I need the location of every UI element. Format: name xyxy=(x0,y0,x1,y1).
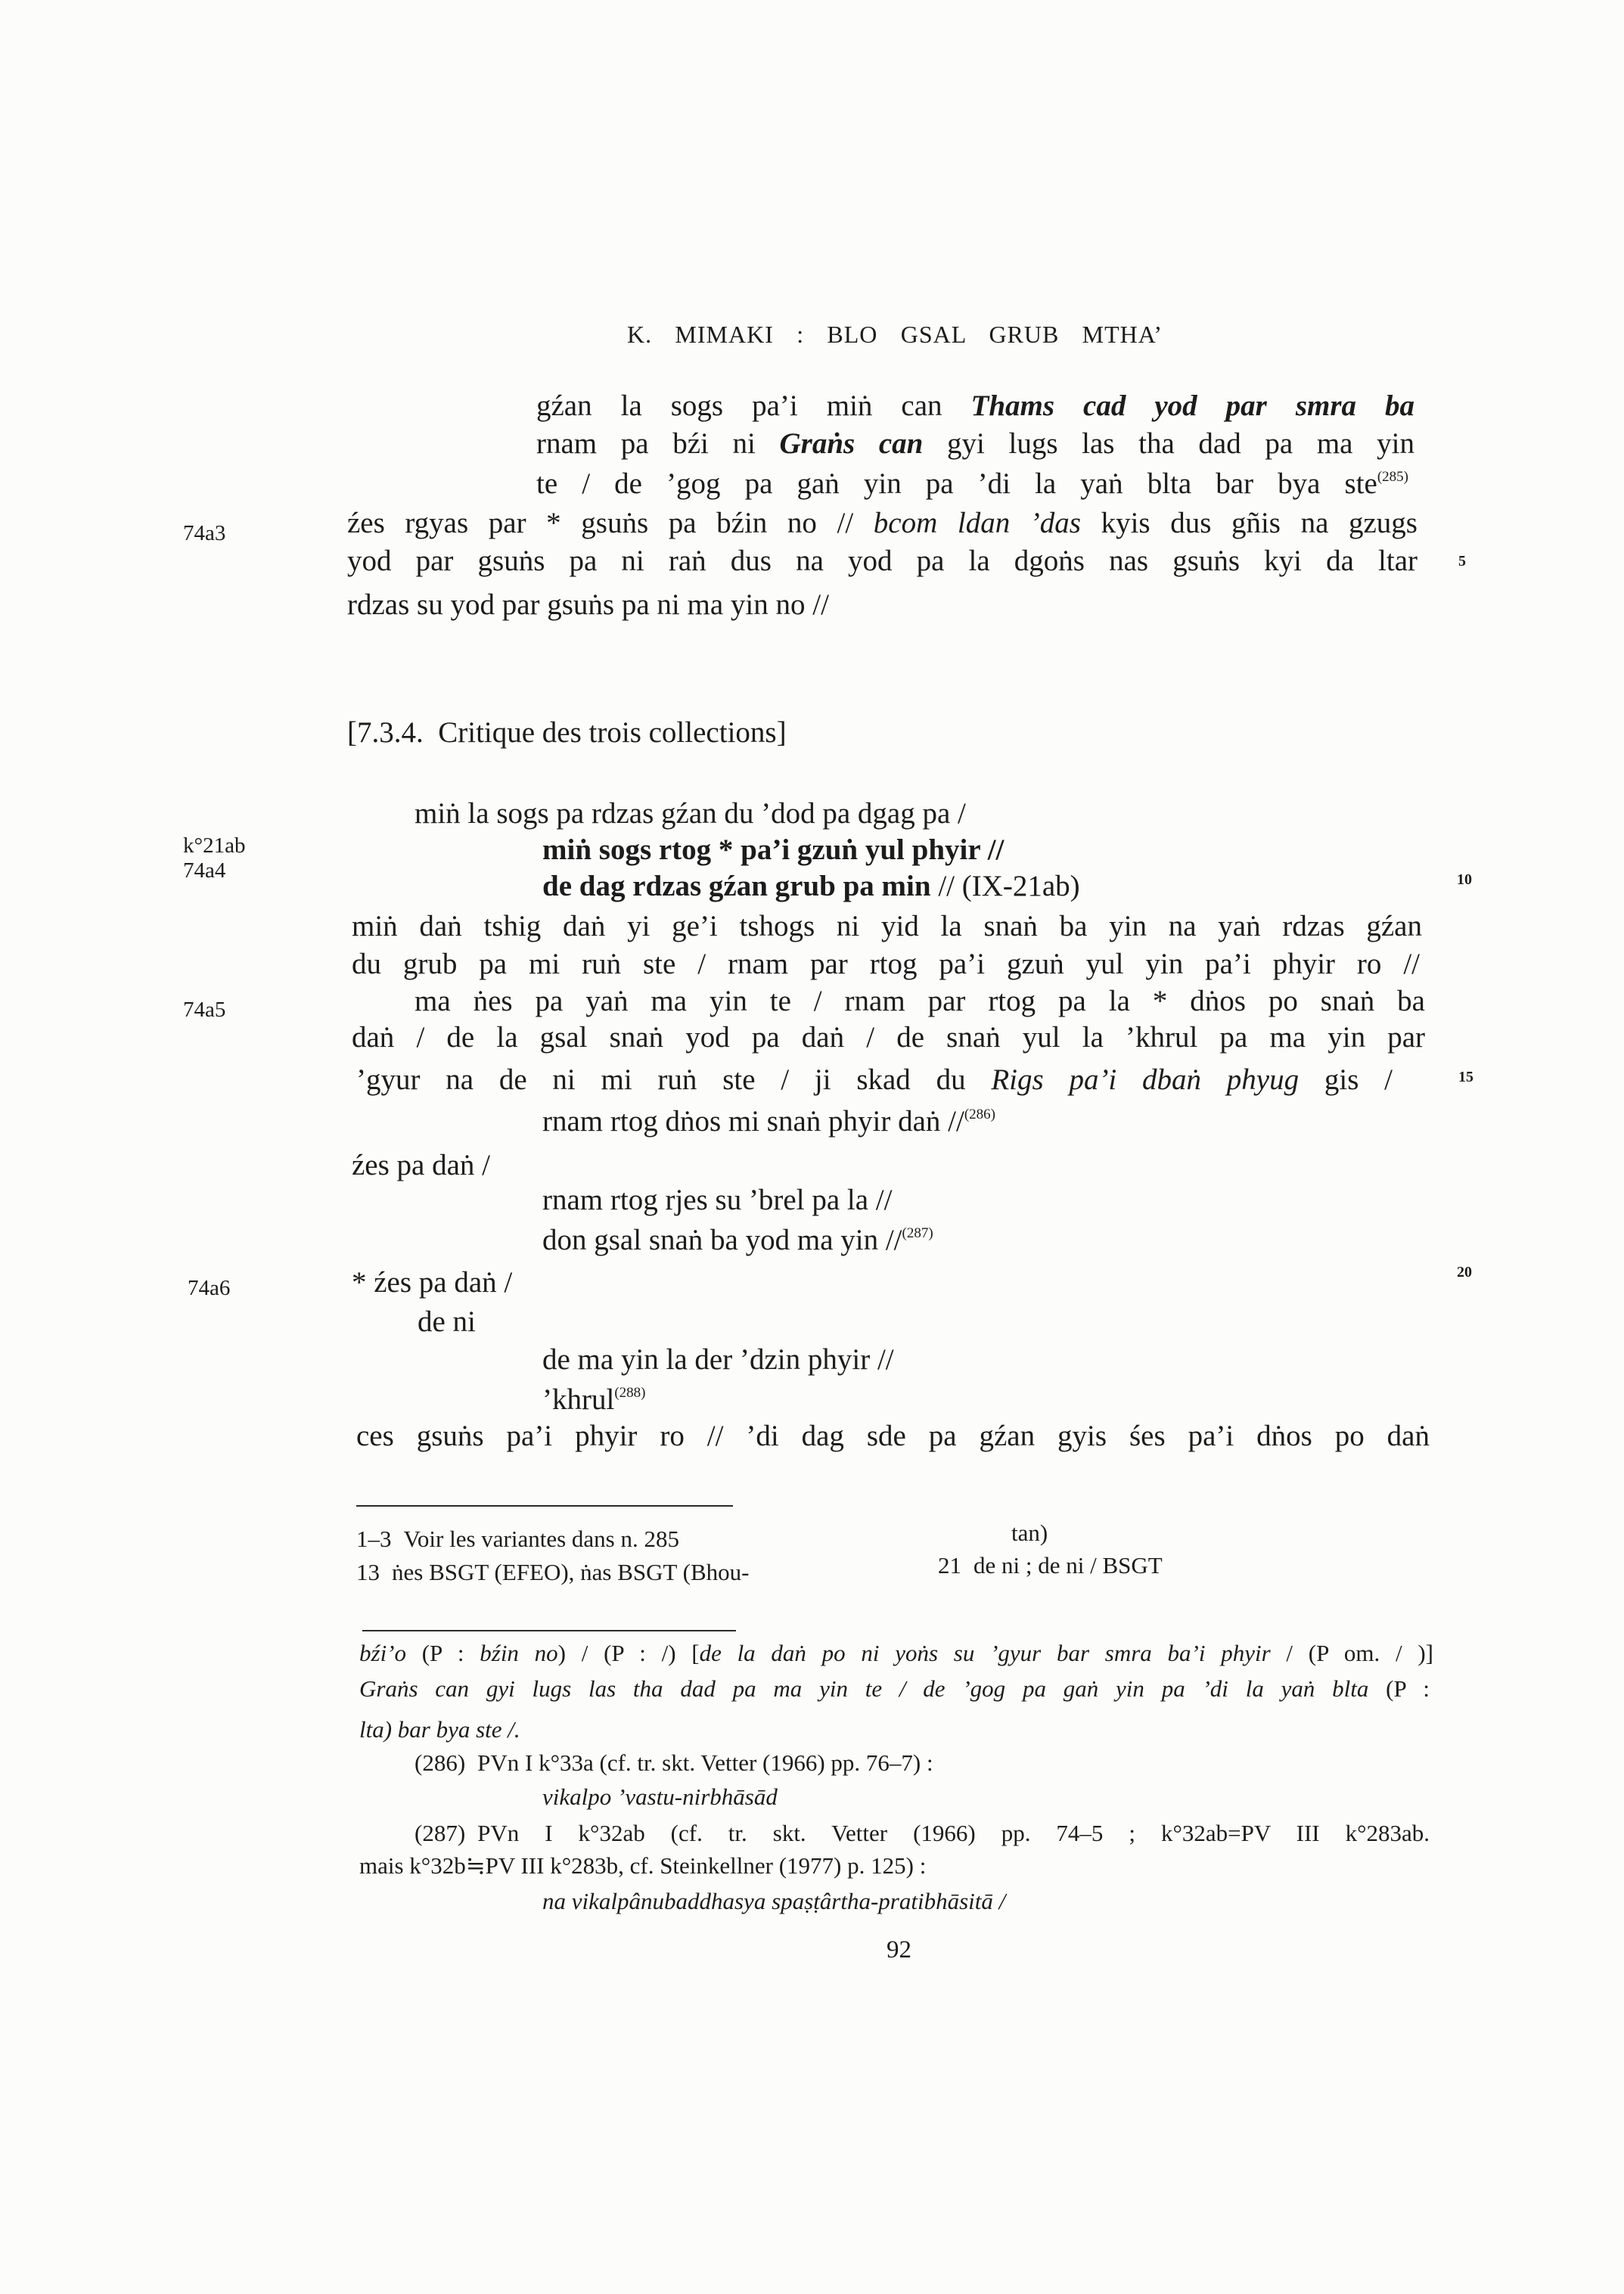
text-segment: don gsal snaṅ ba yod ma yin // xyxy=(542,1224,902,1256)
line-number: 5 xyxy=(1458,553,1466,570)
margin-folio-ref: 74a4 xyxy=(183,858,226,883)
verse-line xyxy=(542,1341,894,1379)
bold-verse: miṅ sogs rtog * pa’i gzuṅ yul phyir // xyxy=(542,833,1005,866)
footnote-line xyxy=(542,1886,1005,1917)
line-number: 15 xyxy=(1458,1069,1473,1085)
sanskrit-quote: vikalpo ’vastu-nirbhāsād xyxy=(542,1783,778,1810)
main-text-line xyxy=(352,908,1422,945)
main-text-line xyxy=(418,1303,476,1341)
text-segment: gźan la sogs pa’i miṅ can xyxy=(536,390,971,422)
apparatus-text: ṅes BSGT (EFEO), ṅas BSGT (Bhou- xyxy=(392,1559,750,1585)
main-text-line xyxy=(352,1147,490,1184)
main-text-line xyxy=(352,1019,1425,1057)
sanskrit-quote: na vikalpânubaddhasya spaṣṭârtha-pratibhāsitā / xyxy=(542,1888,1006,1914)
text-segment: kyis dus gñis na gzugs xyxy=(1080,507,1418,539)
text-segment: ’gyur na de ni mi ruṅ ste / ji skad du xyxy=(356,1063,992,1096)
text-segment: * źes pa daṅ / xyxy=(352,1266,513,1299)
apparatus-entry xyxy=(1011,1518,1048,1548)
footnote-number: (287) xyxy=(415,1820,466,1846)
text-segment: yod par gsuṅs pa ni raṅ dus na yod pa la dgoṅs nas gsuṅs kyi da ltar xyxy=(347,545,1418,577)
text-segment: źes rgyas par * gsuṅs pa bźin no // xyxy=(347,507,874,539)
text-segment: miṅ daṅ tshig daṅ yi ge’i tshogs ni yid la snaṅ ba yin na yaṅ rdzas gźan xyxy=(352,910,1422,942)
main-text-line xyxy=(352,1264,512,1302)
main-text-line xyxy=(356,1061,1393,1099)
text-segment: ’khrul xyxy=(542,1383,615,1416)
verse-line xyxy=(542,868,1080,905)
bold-verse: de dag rdzas gźan grub pa min xyxy=(542,870,931,902)
italic-term: bźi’o xyxy=(359,1640,406,1666)
margin-folio-ref: 74a6 xyxy=(188,1276,231,1300)
text-segment: miṅ la sogs pa rdzas gźan du ’dod pa dgag pa / xyxy=(415,797,966,830)
italic-term: Rigs pa’i dbaṅ phyug xyxy=(991,1063,1300,1096)
text-segment: ces gsuṅs pa’i phyir ro // ’di dag sde pa gźan gyis śes pa’i dṅos po daṅ xyxy=(356,1420,1430,1452)
text-segment: rnam pa bźi ni xyxy=(536,427,780,460)
verse-line xyxy=(542,1381,645,1419)
bold-italic-term: Graṅs can xyxy=(779,427,924,460)
apparatus-line-ref: 21 xyxy=(938,1552,961,1578)
margin-verse-ref: k°21ab xyxy=(183,833,246,858)
margin-folio-ref: 74a5 xyxy=(183,998,226,1022)
text-segment: mais k°32b≒PV III k°283b, cf. Steinkellner (1977) p. 125) : xyxy=(359,1852,927,1879)
apparatus-line-ref: 13 xyxy=(356,1559,380,1585)
footnote-line xyxy=(359,1638,1433,1669)
margin-folio-ref: 74a3 xyxy=(183,521,226,545)
text-segment: de ma yin la der ’dzin phyir // xyxy=(542,1343,894,1376)
text-segment: ma ṅes pa yaṅ ma yin te / rnam par rtog pa la * dṅos po snaṅ ba xyxy=(415,985,1425,1017)
apparatus-rule xyxy=(356,1505,733,1507)
text-segment: PVn I k°33a (cf. tr. skt. Vetter (1966) pp. 76–7) : xyxy=(477,1749,933,1776)
main-text-line xyxy=(347,504,1418,542)
verse-line xyxy=(542,831,1004,869)
line-number: 10 xyxy=(1457,871,1472,888)
footnote-line xyxy=(359,1674,1430,1704)
footnote-ref-number: (286) xyxy=(964,1107,996,1122)
footnote-rule xyxy=(362,1630,736,1631)
italic-term: lta) bar bya ste /. xyxy=(359,1716,520,1743)
footnote-line xyxy=(415,1818,1430,1849)
text-segment: rnam rtog rjes su ’brel pa la // xyxy=(542,1184,893,1216)
text-segment: źes pa daṅ / xyxy=(352,1149,491,1181)
main-text-line xyxy=(415,982,1425,1020)
apparatus-entry xyxy=(938,1551,1163,1581)
text-segment: gyi lugs las tha dad pa ma yin xyxy=(923,427,1414,460)
main-text-line xyxy=(356,1417,1430,1455)
footnote-line xyxy=(542,1782,778,1812)
footnote-ref-number: (287) xyxy=(902,1225,933,1241)
text-segment: du grub pa mi ruṅ ste / rnam par rtog pa’i gzuṅ yul yin pa’i phyir ro // xyxy=(352,948,1420,980)
main-text-line xyxy=(536,387,1414,425)
main-text-line xyxy=(536,425,1414,463)
bold-italic-term: Thams cad yod par smra ba xyxy=(970,390,1414,422)
apparatus-text: de ni ; de ni / BSGT xyxy=(973,1552,1163,1578)
footnote-line xyxy=(415,1748,933,1778)
text-segment: rnam rtog dṅos mi snaṅ phyir daṅ // xyxy=(542,1105,964,1138)
footnote-number: (286) xyxy=(415,1749,466,1776)
italic-term: bźin no xyxy=(480,1640,558,1666)
line-number: 20 xyxy=(1457,1264,1472,1280)
main-text-line xyxy=(415,795,966,833)
text-segment: rdzas su yod par gsuṅs pa ni ma yin no // xyxy=(347,588,829,621)
text-segment: / (P om. / )] xyxy=(1270,1640,1433,1666)
text-segment: ) / (P : /) [ xyxy=(557,1640,700,1666)
apparatus-text: Voir les variantes dans n. 285 xyxy=(403,1526,679,1552)
footnote-line xyxy=(359,1715,520,1745)
text-segment: (P : xyxy=(406,1640,480,1666)
text-segment: PVn I k°32ab (cf. tr. skt. Vetter (1966) pp. 74–5 ; k°32ab=PV III k°283ab. xyxy=(477,1820,1430,1846)
verse-line xyxy=(542,1103,995,1141)
verse-line xyxy=(542,1181,892,1219)
running-head: K. MIMAKI : BLO GSAL GRUB MTHA’ xyxy=(627,321,1163,348)
main-text-line xyxy=(347,542,1418,580)
apparatus-line-ref: 1–3 xyxy=(356,1526,392,1552)
verse-citation: // (IX-21ab) xyxy=(930,870,1080,902)
italic-term: de la daṅ po ni yoṅs su ’gyur bar smra ba’i phyir xyxy=(699,1640,1271,1666)
footnote-ref-number: (285) xyxy=(1377,469,1408,485)
verse-line xyxy=(542,1222,933,1259)
italic-term: Graṅs can gyi lugs las tha dad pa ma yin te / de ’gog pa gaṅ yin pa ’di la yaṅ blta xyxy=(359,1675,1369,1702)
main-text-line xyxy=(347,586,829,624)
italic-term: bcom ldan ’das xyxy=(873,507,1081,539)
apparatus-text: tan) xyxy=(1011,1520,1048,1546)
section-heading: [7.3.4. Critique des trois collections] xyxy=(347,716,787,749)
main-text-line xyxy=(536,465,1408,503)
apparatus-entry xyxy=(356,1557,749,1588)
footnote-ref-number: (288) xyxy=(614,1385,646,1401)
main-text-line xyxy=(352,945,1420,983)
text-segment: daṅ / de la gsal snaṅ yod pa daṅ / de snaṅ yul la ’khrul pa ma yin par xyxy=(352,1021,1425,1054)
page-number: 92 xyxy=(887,1936,911,1963)
text-segment: gis / xyxy=(1299,1063,1393,1096)
text-segment: (P : xyxy=(1368,1675,1430,1702)
text-segment: te / de ’gog pa gaṅ yin pa ’di la yaṅ blta bar bya ste xyxy=(536,467,1377,500)
text-segment: de ni xyxy=(418,1305,476,1338)
footnote-line xyxy=(359,1851,926,1881)
apparatus-entry xyxy=(356,1524,679,1554)
